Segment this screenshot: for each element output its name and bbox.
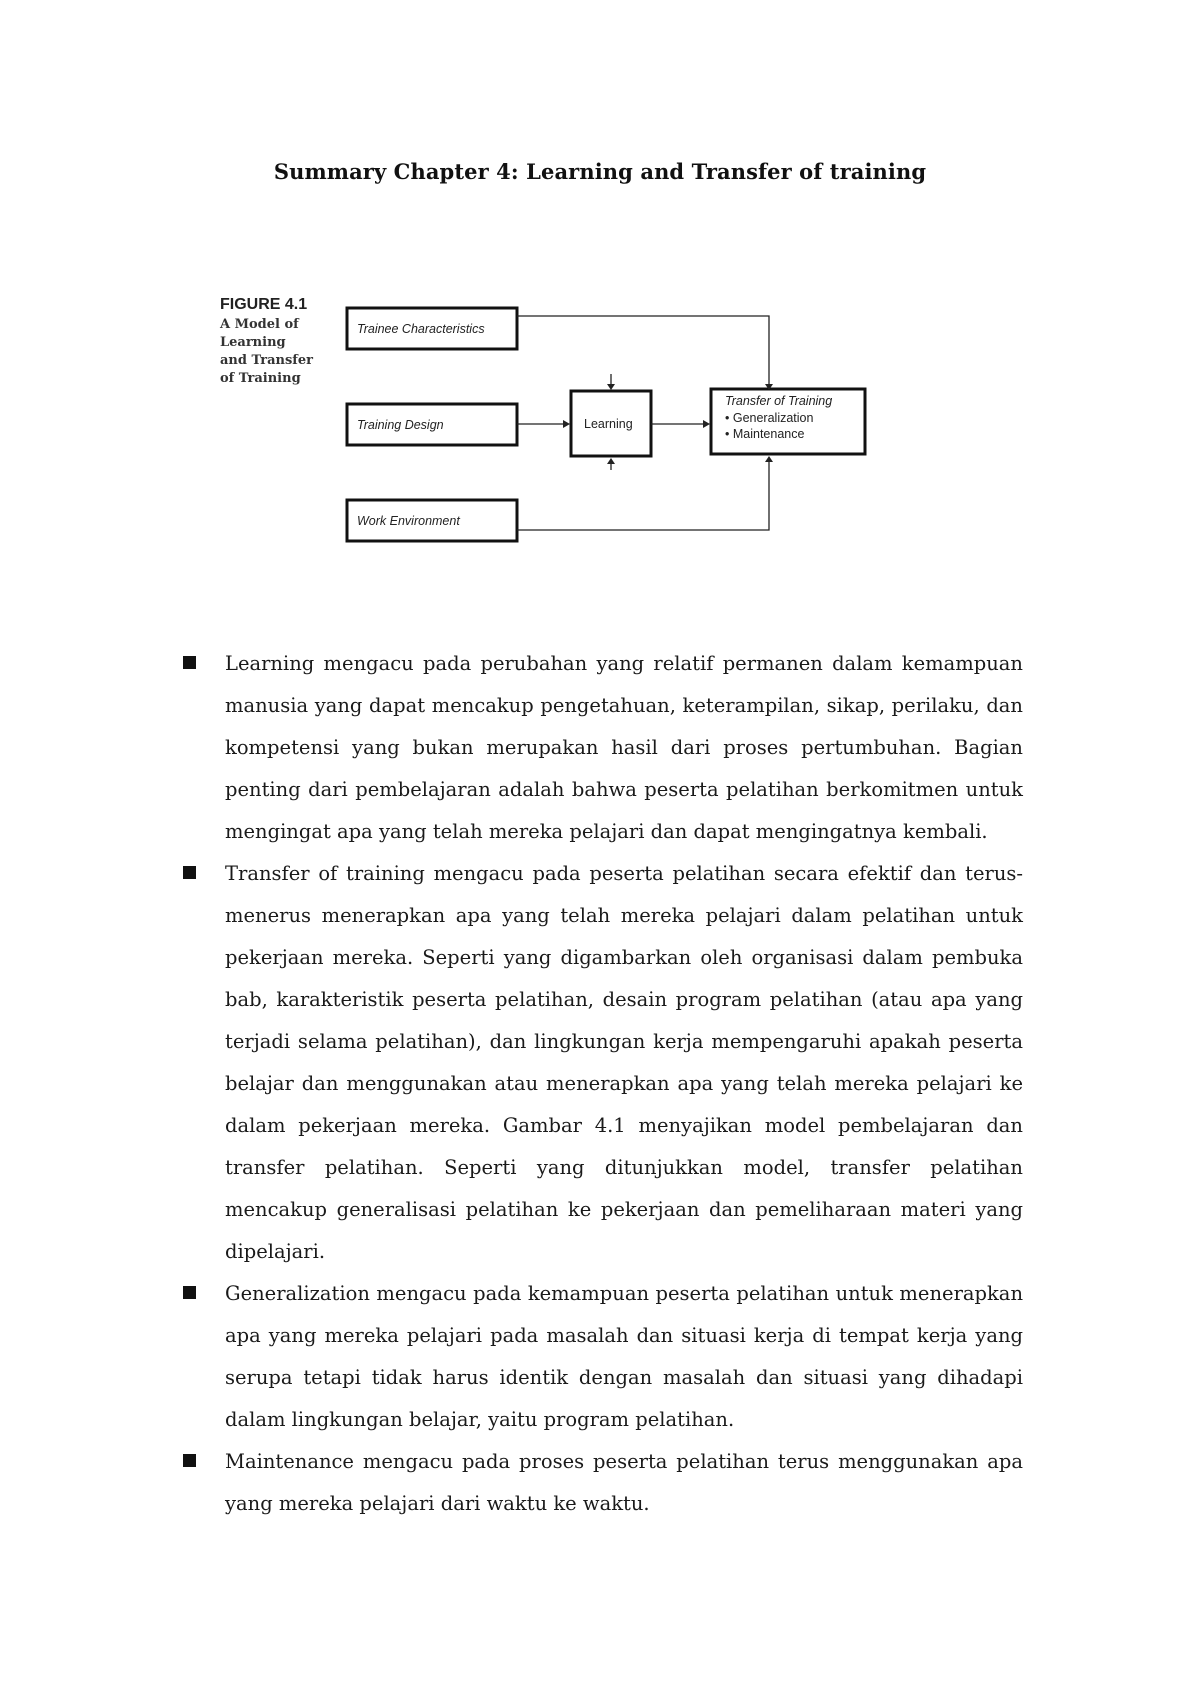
work-environment-label: Work Environment	[357, 514, 460, 528]
list-item	[183, 853, 1023, 1273]
bullet-text-transfer-of-training: Transfer of training mengacu pada peserta pelatihan secara efektif dan terus-menerus menerapkan apa yang telah mereka pelajari dalam pelatihan untuk pekerjaan mereka. Seperti yang digambarkan oleh organisasi dalam pembuka bab, karakteristik peserta pelatihan, desain program pelatihan (atau apa yang terjadi selama pelatihan), dan lingkungan kerja mempengaruhi apakah peserta belajar dan menggunakan atau menerapkan apa yang telah mereka pelajari ke dalam pekerjaan mereka. Gambar 4.1 menyajikan model pembelajaran dan transfer pelatihan. Seperti yang ditunjukkan model, transfer pelatihan mencakup generalisasi pelatihan ke pekerjaan dan pemeliharaan materi yang dipelajari.	[225, 862, 1023, 1263]
square-bullet-icon	[183, 1286, 196, 1299]
figure-number: FIGURE 4.1	[220, 296, 308, 313]
learning-label: Learning	[584, 417, 633, 431]
transfer-of-training-title: Transfer of Training	[725, 394, 833, 408]
bullet-text-generalization: Generalization mengacu pada kemampuan peserta pelatihan untuk menerapkan apa yang mereka pelajari pada masalah dan situasi kerja di tempat kerja yang serupa tetapi tidak harus identik dengan masalah dan situasi yang dihadapi dalam lingkungan belajar, yaitu program pelatihan.	[225, 1282, 1023, 1431]
bullet-text-maintenance: Maintenance mengacu pada proses peserta pelatihan terus menggunakan apa yang mereka pelajari dari waktu ke waktu.	[225, 1450, 1023, 1515]
square-bullet-icon	[183, 866, 196, 879]
training-design-label: Training Design	[357, 418, 444, 432]
list-item	[183, 1441, 1023, 1525]
square-bullet-icon	[183, 1454, 196, 1467]
square-bullet-icon	[183, 656, 196, 669]
transfer-item-generalization: • Generalization	[725, 411, 814, 425]
transfer-item-maintenance: • Maintenance	[725, 427, 805, 441]
trainee-characteristics-label: Trainee Characteristics	[357, 322, 485, 336]
bullet-text-learning: Learning mengacu pada perubahan yang relatif permanen dalam kemampuan manusia yang dapat mencakup pengetahuan, keterampilan, sikap, perilaku, dan kompetensi yang bukan merupakan hasil dari proses pertumbuhan. Bagian penting dari pembelajaran adalah bahwa peserta pelatihan berkomitmen untuk mengingat apa yang telah mereka pelajari dan dapat mengingatnya kembali.	[225, 652, 1023, 843]
list-item	[183, 1273, 1023, 1441]
page-title: Summary Chapter 4: Learning and Transfer of training	[273, 159, 927, 185]
learning-transfer-diagram	[220, 296, 880, 556]
figure-description: A Model of Learning and Transfer of Training	[220, 317, 313, 386]
list-item	[183, 643, 1023, 853]
summary-bullet-list	[183, 643, 1023, 1525]
figure-4-1	[220, 296, 880, 556]
